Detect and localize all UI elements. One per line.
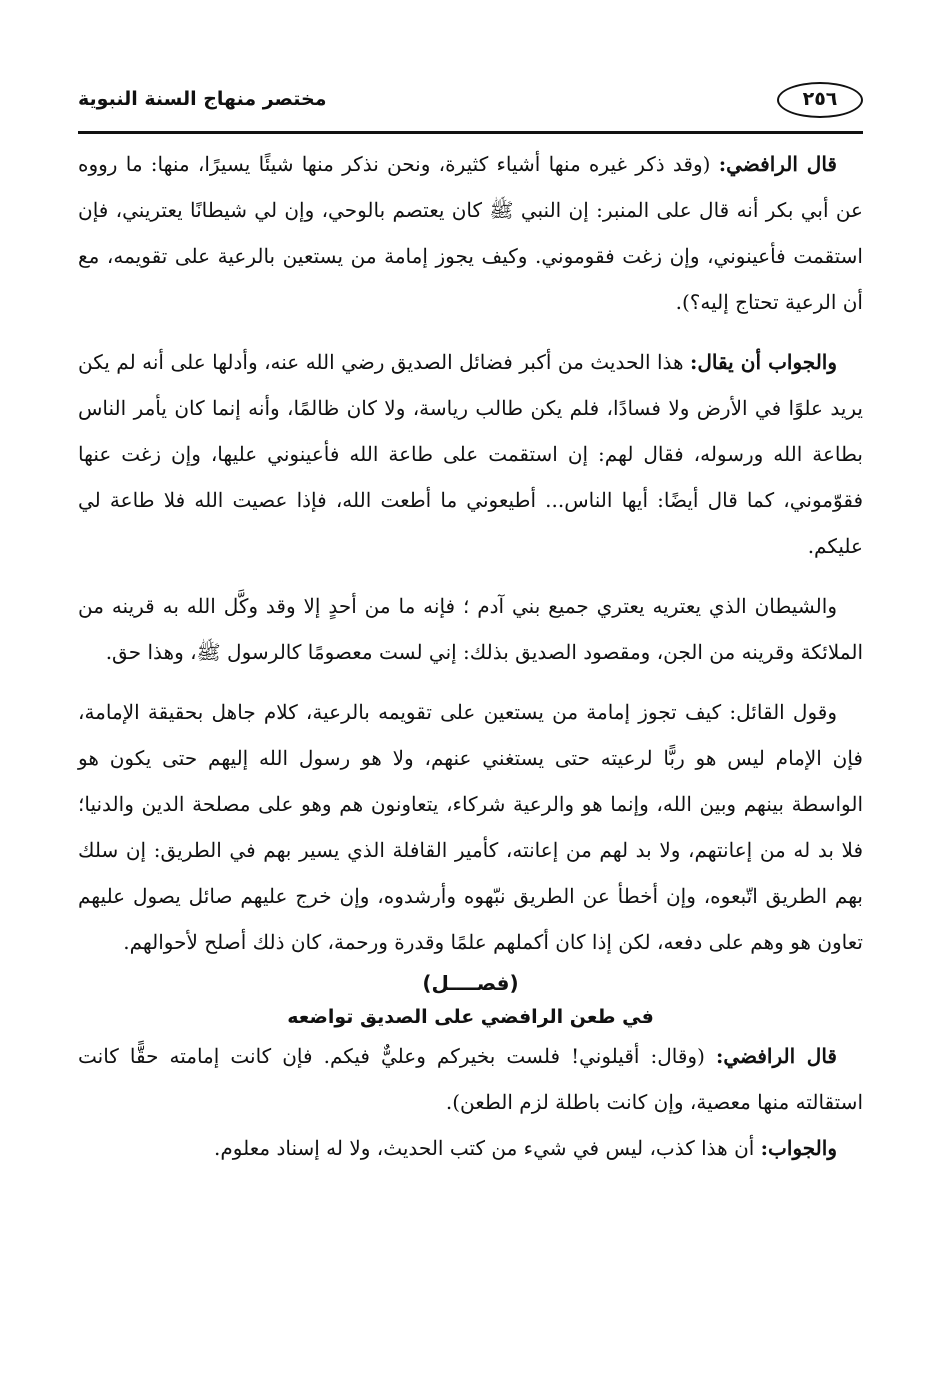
paragraph — [78, 689, 863, 965]
paragraph-text: والشيطان الذي يعتريه يعتري جميع بني آدم ؛ فإنه ما من أحدٍ إلا وقد وكَّل الله به قرينه من الملائكة وقرينه من الجن، ومقصود الصديق بذلك: إني لست معصومًا كالرسول ﷺ، وهذا حق. — [78, 594, 863, 664]
paragraph-text: (وقد ذكر غيره منها أشياء كثيرة، ونحن نذكر منها شيئًا يسيرًا، منها: ما رووه عن أبي بكر أنه قال على المنبر: إن النبي ﷺ كان يعتصم بالوحي، وإن لي شيطانًا يعتريني، فإن استقمت فأعينوني، وإن زغت فقوموني. وكيف يجوز إمامة من يستعين بالرعية على تقويمه، مع أن الرعية تحتاج إليه؟). — [78, 152, 863, 314]
paragraph — [78, 141, 863, 325]
paragraph-lead: والجواب: — [760, 1136, 837, 1160]
paragraph — [78, 1125, 863, 1171]
page-header — [78, 82, 863, 126]
paragraph-text: (وقال: أقيلوني! فلست بخيركم وعليٌّ فيكم. فإن كانت إمامته حقًّا كانت استقالته منها معصية، وإن كانت باطلة لزم الطعن). — [78, 1044, 863, 1114]
paragraph-text: هذا الحديث من أكبر فضائل الصديق رضي الله عنه، وأدلها على أنه لم يكن يريد علوًا في الأرض ولا فسادًا، فلم يكن طالب رياسة، ولا كان ظالمًا، وأنه إنما كان يأمر الناس بطاعة الله ورسوله، فقال لهم: إن استقمت على طاعة الله فأعينوني عليها، وإن زغت عنها فقوّموني، كما قال أيضًا: أيها الناس... أطيعوني ما أطعت الله، فإذا عصيت الله فلا طاعة لي عليكم. — [78, 350, 863, 558]
paragraph-lead: قال الرافضي: — [718, 152, 837, 176]
paragraph-lead: قال الرافضي: — [715, 1044, 837, 1068]
paragraph-lead: والجواب أن يقال: — [690, 350, 837, 374]
section-subheading: في طعن الرافضي على الصديق تواضعه — [287, 1006, 654, 1028]
paragraph — [78, 583, 863, 675]
section-heading: (فصــــل) — [422, 971, 519, 995]
book-title: مختصر منهاج السنة النبوية — [78, 88, 327, 110]
header-divider — [78, 131, 863, 134]
paragraph — [78, 1033, 863, 1125]
paragraph — [78, 339, 863, 569]
paragraph-text: أن هذا كذب، ليس في شيء من كتب الحديث، ولا له إسناد معلوم. — [214, 1136, 761, 1160]
paragraph-text: وقول القائل: كيف تجوز إمامة من يستعين على تقويمه بالرعية، كلام جاهل بحقيقة الإمامة، فإن الإمام ليس هو ربًّا لرعيته حتى يستغني عنهم، ولا هو رسول الله إليهم حتى يكون هو الواسطة بينهم وبين الله، وإنما هو والرعية شركاء، يتعاونون هم وهو على مصلحة الدين والدنيا؛ فلا بد له من إعانتهم، ولا بد لهم من إعانته، كأمير القافلة الذي يسير بهم في الطريق: إن سلك بهم الطريق اتّبعوه، وإن أخطأ عن الطريق نبّهوه وأرشدوه، وإن خرج عليهم صائل يصول عليهم تعاون هو وهم على دفعه، لكن إذا كان أكملهم علمًا وقدرة ورحمة، كان ذلك أصلح لأحوالهم. — [78, 700, 863, 954]
page-body — [78, 141, 863, 1171]
page-number: ٢٥٦ — [777, 82, 863, 118]
